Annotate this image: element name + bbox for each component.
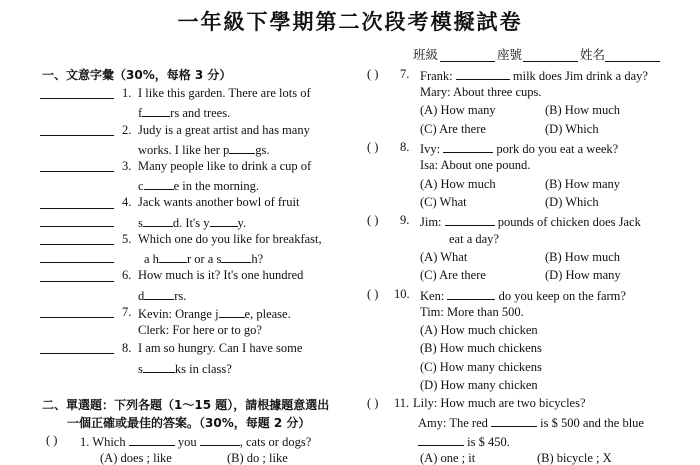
word-start: a h bbox=[144, 252, 159, 266]
question-text: pounds of chicken does Jack bbox=[497, 215, 641, 229]
answer-blank[interactable] bbox=[40, 170, 114, 172]
question-line bbox=[420, 67, 648, 83]
question-text: Which one do you like for breakfast, bbox=[138, 232, 322, 246]
question-text: works. I like her bbox=[138, 143, 220, 157]
word-start: d bbox=[138, 289, 145, 303]
question-number: 2. bbox=[122, 123, 132, 137]
question-text: Amy: The red bbox=[418, 416, 488, 430]
answer-paren[interactable]: ( ) bbox=[367, 140, 379, 154]
word-end: d. bbox=[172, 216, 183, 230]
question-text: Kevin: Orange bbox=[138, 307, 212, 321]
option-d: (D) Which bbox=[545, 195, 599, 209]
answer-paren[interactable]: ( ) bbox=[367, 396, 379, 410]
question-text: Many people like to drink a cup of bbox=[138, 159, 312, 173]
question-text-line2 bbox=[138, 360, 232, 376]
option-a: (A) What bbox=[420, 250, 468, 264]
option-a: (A) How much chicken bbox=[420, 323, 538, 337]
fill-blank[interactable] bbox=[456, 67, 510, 80]
answer-paren[interactable]: ( ) bbox=[367, 287, 379, 301]
question-text: and trees. bbox=[182, 106, 231, 120]
word-start: s bbox=[138, 216, 143, 230]
option-a: (A) one ; it bbox=[420, 451, 476, 465]
question-text-line2 bbox=[138, 141, 270, 157]
question-text: It's bbox=[185, 216, 201, 230]
question-text: pork do you eat a week? bbox=[496, 142, 619, 156]
question-text: do you keep on the farm? bbox=[498, 289, 626, 303]
question-number: 6. bbox=[122, 268, 132, 282]
answer-paren[interactable]: ( ) bbox=[367, 67, 379, 81]
word-end: h? bbox=[251, 252, 264, 266]
word-end: r bbox=[186, 252, 192, 266]
option-a: (A) How much bbox=[420, 177, 496, 191]
question-number: 5. bbox=[122, 232, 132, 246]
question-text: Frank: bbox=[420, 69, 453, 83]
answer-paren[interactable]: ( ) bbox=[367, 213, 379, 227]
fill-blank[interactable] bbox=[129, 433, 175, 446]
answer-paren[interactable]: ( ) bbox=[46, 433, 58, 447]
option-d: (D) Which bbox=[545, 122, 599, 136]
question-text-line2: Isa: About one pound. bbox=[420, 158, 531, 172]
option-a: (A) How many bbox=[420, 103, 496, 117]
option-b: (B) How many bbox=[545, 177, 620, 191]
name-field[interactable] bbox=[605, 60, 660, 62]
question-text: is $ 500 and the blue bbox=[540, 416, 644, 430]
question-text: in class? bbox=[189, 362, 232, 376]
word-start: f bbox=[138, 106, 143, 120]
question-text: is $ 450. bbox=[467, 435, 510, 449]
question-text-line2 bbox=[138, 104, 230, 120]
word-end: y. bbox=[237, 216, 247, 230]
question-line bbox=[420, 213, 641, 229]
question-text: Lily: How much are two bicycles? bbox=[413, 396, 586, 410]
question-text-line2: eat a day? bbox=[449, 232, 499, 246]
name-label: 姓名 bbox=[580, 48, 606, 62]
question-number: 9. bbox=[400, 213, 410, 227]
question-text: Judy is a great artist and has many bbox=[138, 123, 310, 137]
fill-blank[interactable] bbox=[229, 141, 255, 154]
question-text-line2: Tim: More than 500. bbox=[420, 305, 524, 319]
section2-heading-line2: 一個正確或最佳的答案。（30%，每題 2 分） bbox=[67, 416, 311, 430]
seat-label: 座號 bbox=[497, 48, 523, 62]
question-number: 8. bbox=[400, 140, 410, 154]
question-text: I am so hungry. Can I have some bbox=[138, 341, 303, 355]
question-number: 1. bbox=[80, 435, 90, 449]
question-number: 10. bbox=[394, 287, 410, 301]
fill-blank[interactable] bbox=[221, 250, 251, 263]
answer-blank[interactable] bbox=[40, 316, 114, 318]
question-line bbox=[420, 287, 626, 303]
option-b: (B) How much bbox=[545, 103, 620, 117]
fill-blank[interactable] bbox=[144, 287, 174, 300]
word-start: y bbox=[203, 216, 210, 230]
question-text: in the morning. bbox=[182, 179, 259, 193]
fill-blank[interactable] bbox=[210, 214, 238, 227]
option-b: (B) do ; like bbox=[227, 451, 288, 465]
question-number: 7. bbox=[122, 305, 132, 319]
option-d: (D) How many bbox=[545, 268, 621, 282]
question-text: milk does Jim drink a day? bbox=[512, 69, 648, 83]
question-text-line2 bbox=[144, 250, 263, 266]
seat-field[interactable] bbox=[523, 60, 578, 62]
question-text: , cats or dogs? bbox=[239, 435, 312, 449]
fill-blank[interactable] bbox=[418, 433, 464, 446]
answer-blank[interactable] bbox=[40, 280, 114, 282]
class-field[interactable] bbox=[440, 60, 495, 62]
fill-blank[interactable] bbox=[200, 433, 240, 446]
question-text-line2 bbox=[138, 287, 186, 303]
answer-blank[interactable] bbox=[40, 225, 114, 227]
question-text: or a bbox=[194, 252, 214, 266]
word-start: c bbox=[138, 179, 144, 193]
section1-heading: 一、文意字彙（30%，每格 3 分） bbox=[42, 68, 232, 82]
question-text-line2: Mary: About three cups. bbox=[420, 85, 542, 99]
question-line bbox=[80, 433, 311, 449]
option-a: (A) does ; like bbox=[100, 451, 172, 465]
word-end: ks bbox=[174, 362, 186, 376]
fill-blank[interactable] bbox=[491, 414, 537, 427]
question-number: 4. bbox=[122, 195, 132, 209]
option-b: (B) bicycle ; X bbox=[537, 451, 612, 465]
question-number: 11. bbox=[394, 396, 410, 410]
question-number: 3. bbox=[122, 159, 132, 173]
class-label: 班級 bbox=[413, 48, 439, 62]
word-end: rs bbox=[170, 106, 180, 120]
question-text: Which bbox=[92, 435, 126, 449]
question-line bbox=[420, 140, 618, 156]
question-number: 1. bbox=[122, 86, 132, 100]
word-end: gs. bbox=[255, 143, 270, 157]
question-text-line2 bbox=[138, 177, 259, 193]
fill-blank[interactable] bbox=[159, 250, 187, 263]
fill-blank[interactable] bbox=[143, 360, 175, 373]
question-line bbox=[418, 433, 510, 449]
fill-blank[interactable] bbox=[443, 140, 493, 153]
question-text: How much is it? It's one hundred bbox=[138, 268, 304, 282]
answer-blank[interactable] bbox=[40, 261, 114, 263]
word-start: p bbox=[223, 143, 230, 157]
answer-blank[interactable] bbox=[40, 243, 114, 245]
section2-heading: 二、單選題：下列各題（1～15 題），請根據題意選出 bbox=[42, 398, 330, 412]
word-end: e, bbox=[244, 307, 254, 321]
question-text-line1 bbox=[138, 305, 291, 321]
question-text: Ivy: bbox=[420, 142, 441, 156]
question-text: you bbox=[177, 435, 197, 449]
question-text: I like this garden. There are lots of bbox=[138, 86, 311, 100]
question-text: Jack wants another bowl of fruit bbox=[138, 195, 300, 209]
answer-blank[interactable] bbox=[40, 97, 114, 99]
option-c: (C) Are there bbox=[420, 268, 486, 282]
word-start: s bbox=[138, 362, 143, 376]
option-c: (C) How many chickens bbox=[420, 360, 542, 374]
option-b: (B) How much chickens bbox=[420, 341, 542, 355]
option-c: (C) What bbox=[420, 195, 467, 209]
option-b: (B) How much bbox=[545, 250, 620, 264]
fill-blank[interactable] bbox=[142, 104, 170, 117]
answer-blank[interactable] bbox=[40, 352, 114, 354]
question-text: please. bbox=[256, 307, 291, 321]
question-text: Jim: bbox=[420, 215, 442, 229]
word-end: rs. bbox=[174, 289, 187, 303]
question-text-line2: Clerk: For here or to go? bbox=[138, 323, 262, 337]
option-d: (D) How many chicken bbox=[420, 378, 538, 392]
word-end: e bbox=[173, 179, 180, 193]
fill-blank[interactable] bbox=[447, 287, 495, 300]
answer-blank[interactable] bbox=[40, 134, 114, 136]
answer-blank[interactable] bbox=[40, 207, 114, 209]
fill-blank[interactable] bbox=[445, 213, 495, 226]
question-number: 8. bbox=[122, 341, 132, 355]
word-start: s bbox=[216, 252, 222, 266]
question-number: 7. bbox=[400, 67, 410, 81]
question-text-line2 bbox=[138, 214, 246, 230]
fill-blank[interactable] bbox=[219, 305, 245, 318]
fill-blank[interactable] bbox=[144, 177, 174, 190]
fill-blank[interactable] bbox=[143, 214, 173, 227]
exam-title: 一年級下學期第二次段考模擬試卷 bbox=[177, 9, 523, 34]
option-c: (C) Are there bbox=[420, 122, 486, 136]
question-line bbox=[418, 414, 644, 430]
word-start: j bbox=[215, 307, 219, 321]
question-text: Ken: bbox=[420, 289, 445, 303]
